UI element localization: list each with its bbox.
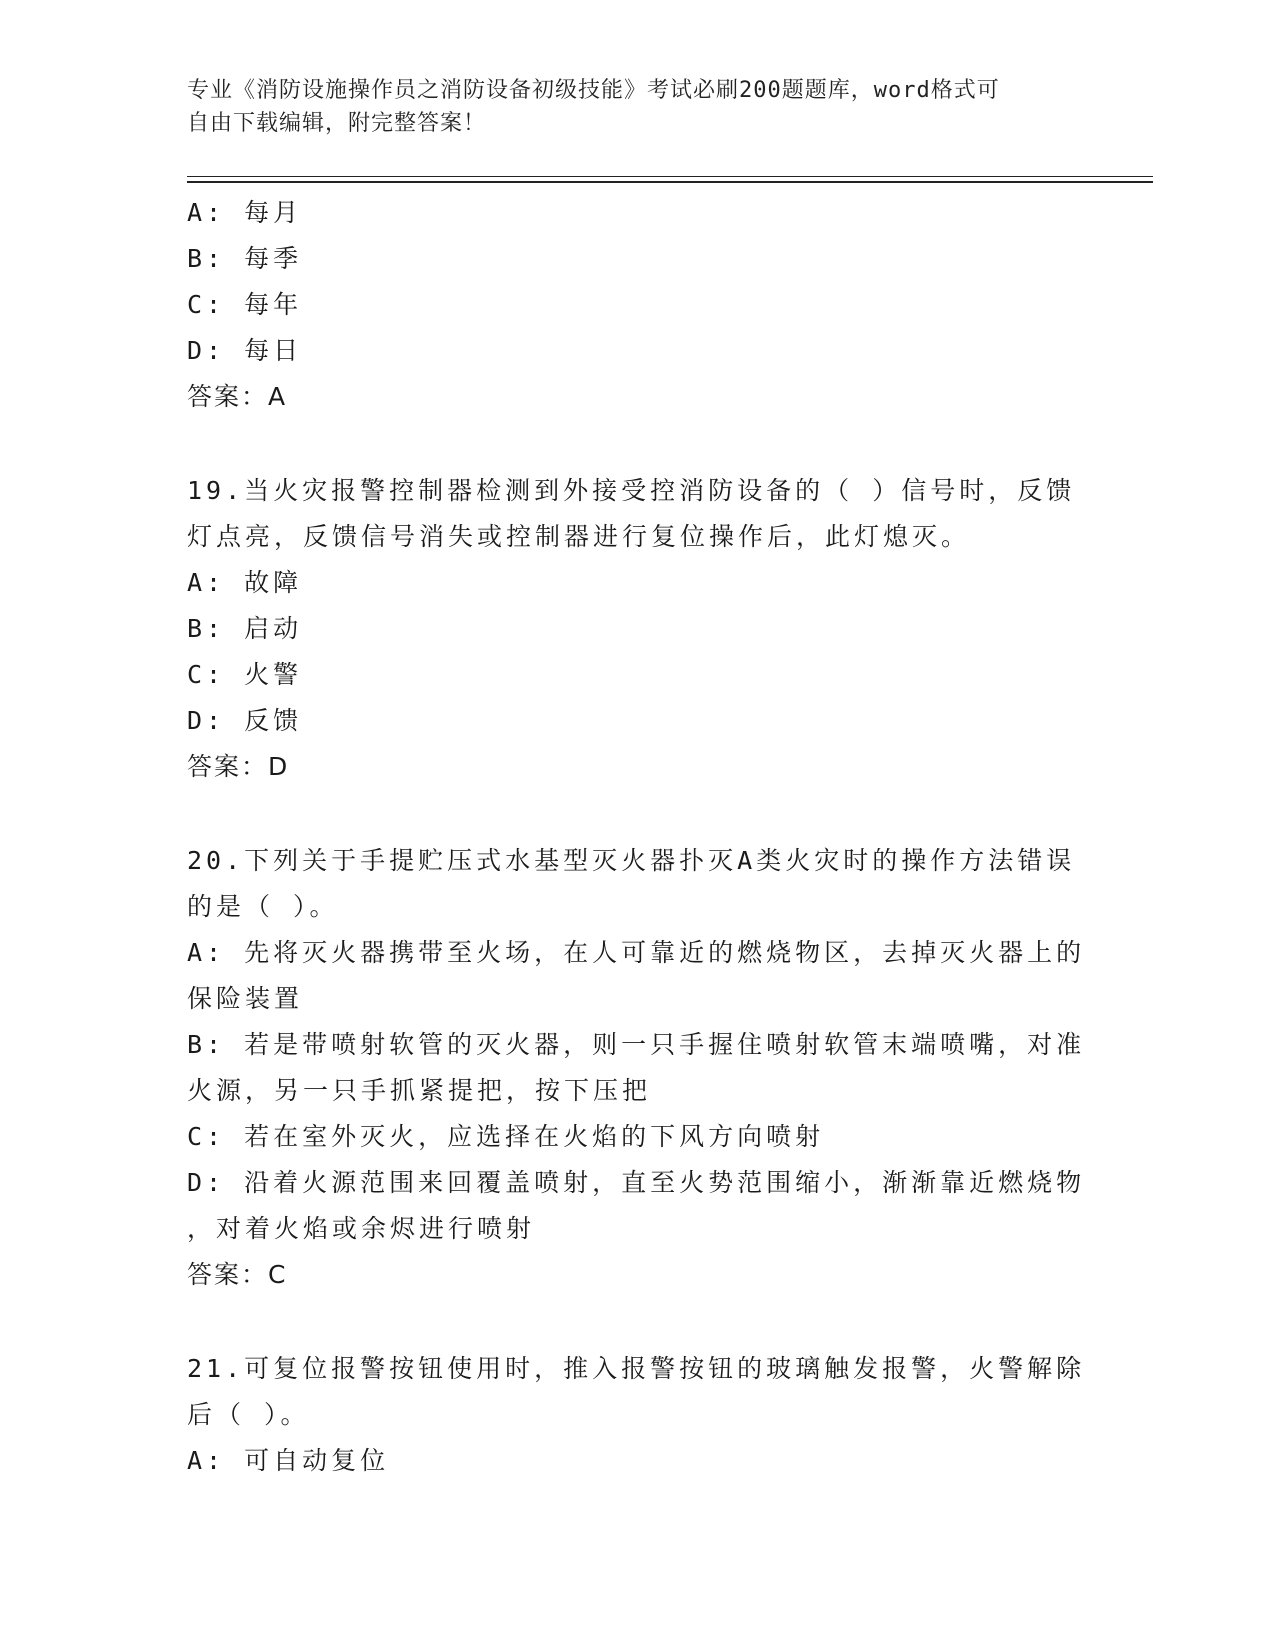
question-stem: 后（ ）。 [187, 1400, 310, 1429]
question-18-options [187, 190, 1067, 420]
header-divider-thin [187, 176, 1153, 177]
question-stem: 19.当火灾报警控制器检测到外接受控消防设备的（ ）信号时，反馈 [187, 476, 1076, 505]
option-a: A: 每月 [187, 198, 303, 227]
header-divider-thick [187, 181, 1153, 183]
option-d: D: 每日 [187, 336, 303, 365]
option-d: D: 反馈 [187, 706, 303, 735]
answer-line: 答案：D [187, 752, 290, 781]
option-c: C: 火警 [187, 660, 303, 689]
document-header [187, 74, 1087, 140]
question-stem: 灯点亮，反馈信号消失或控制器进行复位操作后，此灯熄灭。 [187, 522, 971, 551]
question-20 [187, 838, 1086, 1298]
question-stem: 20.下列关于手提贮压式水基型灭火器扑灭A类火灾时的操作方法错误 [187, 846, 1076, 875]
question-stem: 21.可复位报警按钮使用时，推入报警按钮的玻璃触发报警，火警解除 [187, 1354, 1086, 1383]
question-19 [187, 468, 1076, 790]
option-d-cont: ，对着火焰或余烬进行喷射 [187, 1214, 536, 1243]
spacer [187, 420, 1067, 468]
option-a: A: 故障 [187, 568, 303, 597]
question-21 [187, 1346, 1086, 1484]
question-stem: 的是（ ）。 [187, 892, 339, 921]
spacer [187, 1298, 1067, 1346]
option-b: B: 若是带喷射软管的灭火器，则一只手握住喷射软管末端喷嘴，对准 [187, 1030, 1086, 1059]
option-b: B: 每季 [187, 244, 303, 273]
option-b: B: 启动 [187, 614, 303, 643]
answer-line: 答案：A [187, 382, 288, 411]
option-c: C: 若在室外灭火，应选择在火焰的下风方向喷射 [187, 1122, 825, 1151]
option-a: A: 先将灭火器携带至火场，在人可靠近的燃烧物区，去掉灭火器上的 [187, 938, 1086, 967]
option-a: A: 可自动复位 [187, 1446, 390, 1475]
spacer [187, 790, 1067, 838]
option-a-cont: 保险装置 [187, 984, 304, 1013]
option-b-cont: 火源，另一只手抓紧提把，按下压把 [187, 1076, 652, 1105]
header-line-2: 自由下载编辑，附完整答案！ [187, 111, 487, 136]
header-line-1: 专业《消防设施操作员之消防设备初级技能》考试必刷200题题库，word格式可 [187, 78, 1000, 103]
option-c: C: 每年 [187, 290, 303, 319]
option-d: D: 沿着火源范围来回覆盖喷射，直至火势范围缩小，渐渐靠近燃烧物 [187, 1168, 1086, 1197]
question-content [187, 190, 1086, 1484]
answer-line: 答案：C [187, 1260, 288, 1289]
